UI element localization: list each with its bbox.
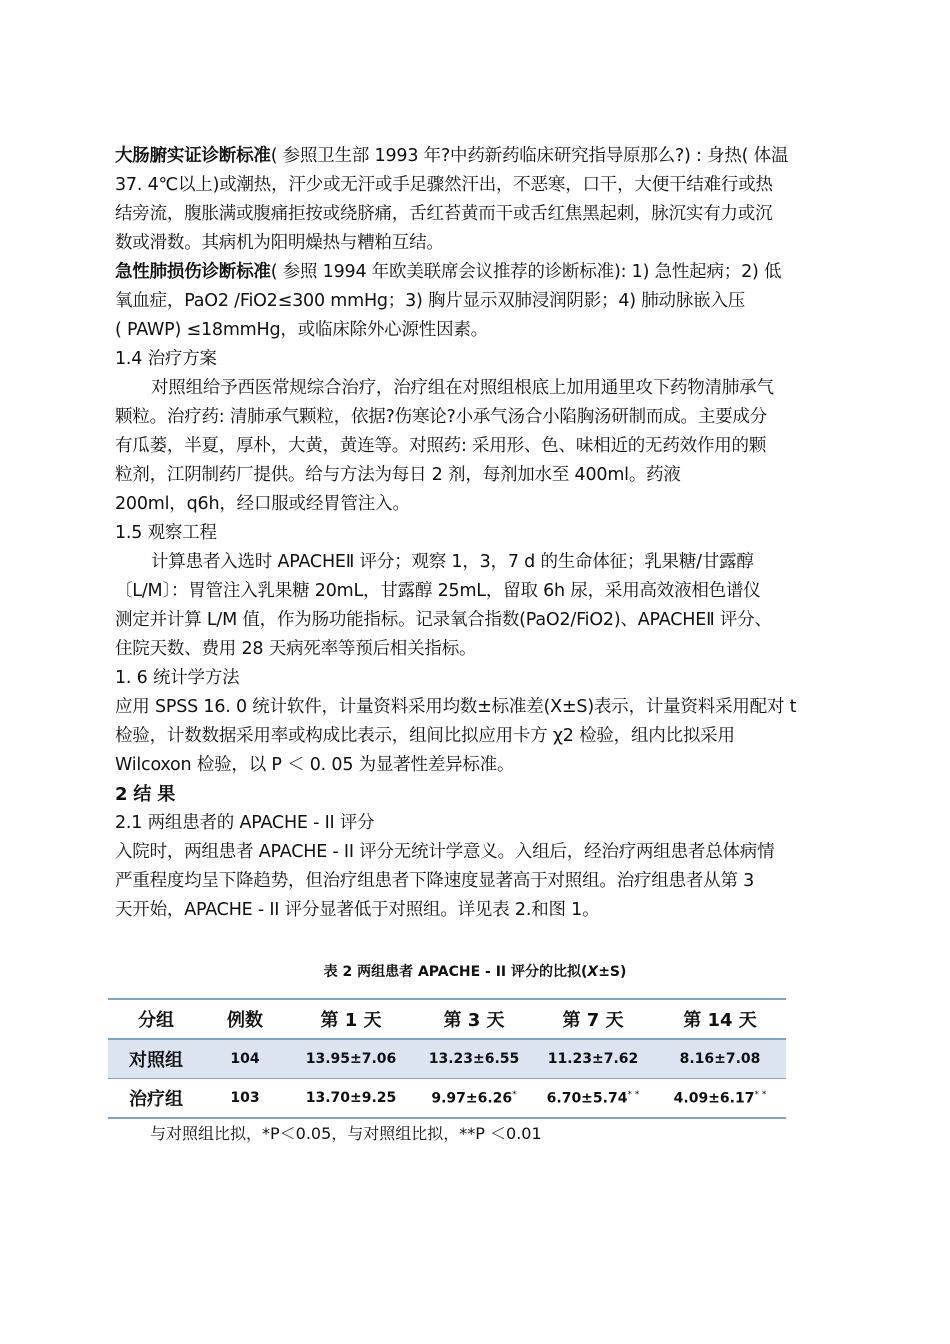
paragraph-line: 住院天数、费用 28 天病死率等预后相关指标。 <box>115 639 477 659</box>
cell-day7: 11.23±7.62 <box>532 1039 654 1079</box>
cell-day1: 13.70±9.25 <box>286 1079 416 1119</box>
cell-day14: 8.16±7.08 <box>654 1039 786 1079</box>
paragraph-term: 急性肺损伤诊断标准 <box>115 262 271 282</box>
paragraph-line: ( PAWP) ≤18mmHg，或临床除外心源性因素。 <box>115 320 488 340</box>
significance-mark: * <box>512 1089 517 1100</box>
paragraph-line: 大肠腑实证诊断标准( 参照卫生部 1993 年?中药新药临床研究指导原那么?) : 身热( 体温 <box>115 146 789 166</box>
paragraph-term: 大肠腑实证诊断标准 <box>115 146 271 166</box>
section-heading: 1.4 治疗方案 <box>115 349 217 369</box>
paragraph-line: 粒剂，江阴制药厂提供。给与方法为每日 2 剂，每剂加水至 400ml。药液 <box>115 465 681 485</box>
cell-group: 对照组 <box>108 1039 204 1079</box>
cell-count: 104 <box>204 1039 286 1079</box>
paragraph-line: 应用 SPSS 16. 0 统计软件，计量资料采用均数±标准差(X±S)表示，计量资料采用配对 t <box>115 697 797 717</box>
paragraph-line: 天开始，APACHE - II 评分显著低于对照组。详见表 2.和图 1。 <box>115 900 600 920</box>
paragraph-line: 检验，计数数据采用率或构成比表示，组间比拟应用卡方 χ2 检验，组内比拟采用 <box>115 726 735 746</box>
cell-group: 治疗组 <box>108 1079 204 1119</box>
paragraph-line: 入院时，两组患者 APACHE - II 评分无统计学意义。入组后，经治疗两组患者总体病情 <box>115 842 775 862</box>
paragraph-line: 200ml，q6h，经口服或经胃管注入。 <box>115 494 410 514</box>
cell-day3: 9.97±6.26* <box>416 1079 532 1119</box>
header-day14: 第 14 天 <box>654 999 786 1039</box>
paragraph-line: 急性肺损伤诊断标准( 参照 1994 年欧美联席会议推荐的诊断标准): 1) 急性起病；2) 低 <box>115 262 782 282</box>
cell-count: 103 <box>204 1079 286 1119</box>
paragraph-line: 颗粒。治疗药: 清肺承气颗粒，依据?伤寒论?小承气汤合小陷胸汤研制而成。主要成分 <box>115 407 768 427</box>
header-count: 例数 <box>204 999 286 1039</box>
table-footnote: 与对照组比拟，*P＜0.05，与对照组比拟，**P ＜0.01 <box>150 1124 542 1143</box>
paragraph-line: Wilcoxon 检验，以 P ＜ 0. 05 为显著性差异标准。 <box>115 755 515 775</box>
section-heading-results: 2 结 果 <box>115 784 176 805</box>
significance-mark: * * <box>627 1089 640 1100</box>
header-day7: 第 7 天 <box>532 999 654 1039</box>
paragraph-line: 有瓜蒌，半夏，厚朴，大黄，黄连等。对照药: 采用形、色、味相近的无药效作用的颗 <box>115 436 767 456</box>
header-day3: 第 3 天 <box>416 999 532 1039</box>
section-heading: 1.5 观察工程 <box>115 523 217 543</box>
header-day1: 第 1 天 <box>286 999 416 1039</box>
paragraph-line: 氧血症，PaO2 /FiO2≤300 mmHg；3) 胸片显示双肺浸润阴影；4) 肺动脉嵌入压 <box>115 291 746 311</box>
section-heading: 1. 6 统计学方法 <box>115 668 240 688</box>
cell-day3: 13.23±6.55 <box>416 1039 532 1079</box>
paragraph-line: 测定并计算 L/M 值，作为肠功能指标。记录氧合指数(PaO2/FiO2)、APACHEⅡ 评分、 <box>115 610 772 630</box>
paragraph-line: 数或滑数。其病机为阳明燥热与糟粕互结。 <box>115 233 444 253</box>
paragraph-line: 结旁流，腹胀满或腹痛拒按或绕脐痛，舌红苔黄而干或舌红焦黑起刺，脉沉实有力或沉 <box>115 204 773 224</box>
paragraph-line: 对照组给予西医常规综合治疗，治疗组在对照组根底上加用通里攻下药物清肺承气 <box>151 378 774 398</box>
paragraph-line: 严重程度均呈下降趋势，但治疗组患者下降速度显著高于对照组。治疗组患者从第 3 <box>115 871 755 891</box>
paragraph-line: 〔L/M〕：胃管注入乳果糖 20mL，甘露醇 25mL，留取 6h 尿，采用高效液相色谱仪 <box>115 581 761 601</box>
table-row <box>108 1079 786 1119</box>
significance-mark: * * <box>754 1089 767 1100</box>
paragraph-line: 37. 4℃以上)或潮热，汗少或无汗或手足骤然汗出，不恶寒，口干，大便干结难行或热 <box>115 175 773 195</box>
table-caption: 表 2 两组患者 APACHE - II 评分的比拟(X±S) <box>323 964 627 980</box>
cell-day14: 4.09±6.17* * <box>654 1079 786 1119</box>
header-group: 分组 <box>108 999 204 1039</box>
cell-day7: 6.70±5.74* * <box>532 1079 654 1119</box>
table-row <box>108 1039 786 1079</box>
cell-day1: 13.95±7.06 <box>286 1039 416 1079</box>
apache-score-table <box>108 998 786 1119</box>
table-header-row <box>108 999 786 1039</box>
section-heading: 2.1 两组患者的 APACHE - II 评分 <box>115 813 375 833</box>
document-body <box>115 142 845 925</box>
paragraph-line: 计算患者入选时 APACHEⅡ 评分；观察 1，3，7 d 的生命体征；乳果糖/甘露醇 <box>151 552 754 572</box>
